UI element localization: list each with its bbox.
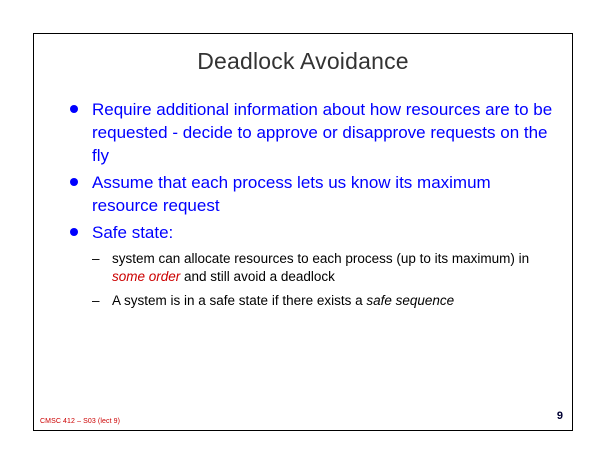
page-title: Deadlock Avoidance bbox=[197, 48, 409, 74]
dash-icon: – bbox=[92, 293, 100, 308]
sub-bullet-text-post: and still avoid a deadlock bbox=[180, 269, 335, 284]
slide-number: 9 bbox=[556, 410, 563, 422]
list-item bbox=[64, 221, 554, 310]
slide bbox=[33, 33, 573, 431]
bullet-list bbox=[64, 98, 554, 310]
dash-icon: – bbox=[92, 251, 100, 266]
slide-body bbox=[64, 98, 554, 316]
sub-bullet-text-pre: A system is in a safe state if there exists a bbox=[112, 293, 367, 308]
bullet-dot-icon bbox=[70, 178, 78, 186]
bullet-text: Assume that each process lets us know its maximum resource request bbox=[92, 173, 491, 215]
bullet-text: Safe state: bbox=[92, 223, 174, 242]
list-item bbox=[92, 250, 554, 286]
sub-bullet-emphasis: safe sequence bbox=[366, 293, 455, 308]
sub-bullet-emphasis: some order bbox=[112, 269, 181, 284]
footer-course-label: CMSC 412 – S03 (lect 9) bbox=[40, 418, 121, 425]
bullet-dot-icon bbox=[70, 105, 78, 113]
list-item bbox=[64, 98, 554, 167]
bullet-dot-icon bbox=[70, 228, 78, 236]
sub-bullet-list bbox=[92, 250, 554, 310]
sub-bullet-text-pre: system can allocate resources to each process (up to its maximum) in bbox=[112, 251, 530, 266]
list-item bbox=[92, 292, 554, 310]
list-item bbox=[64, 171, 554, 217]
bullet-text: Require additional information about how resources are to be requested - decide to approve or disapprove requests on the fly bbox=[92, 100, 553, 165]
